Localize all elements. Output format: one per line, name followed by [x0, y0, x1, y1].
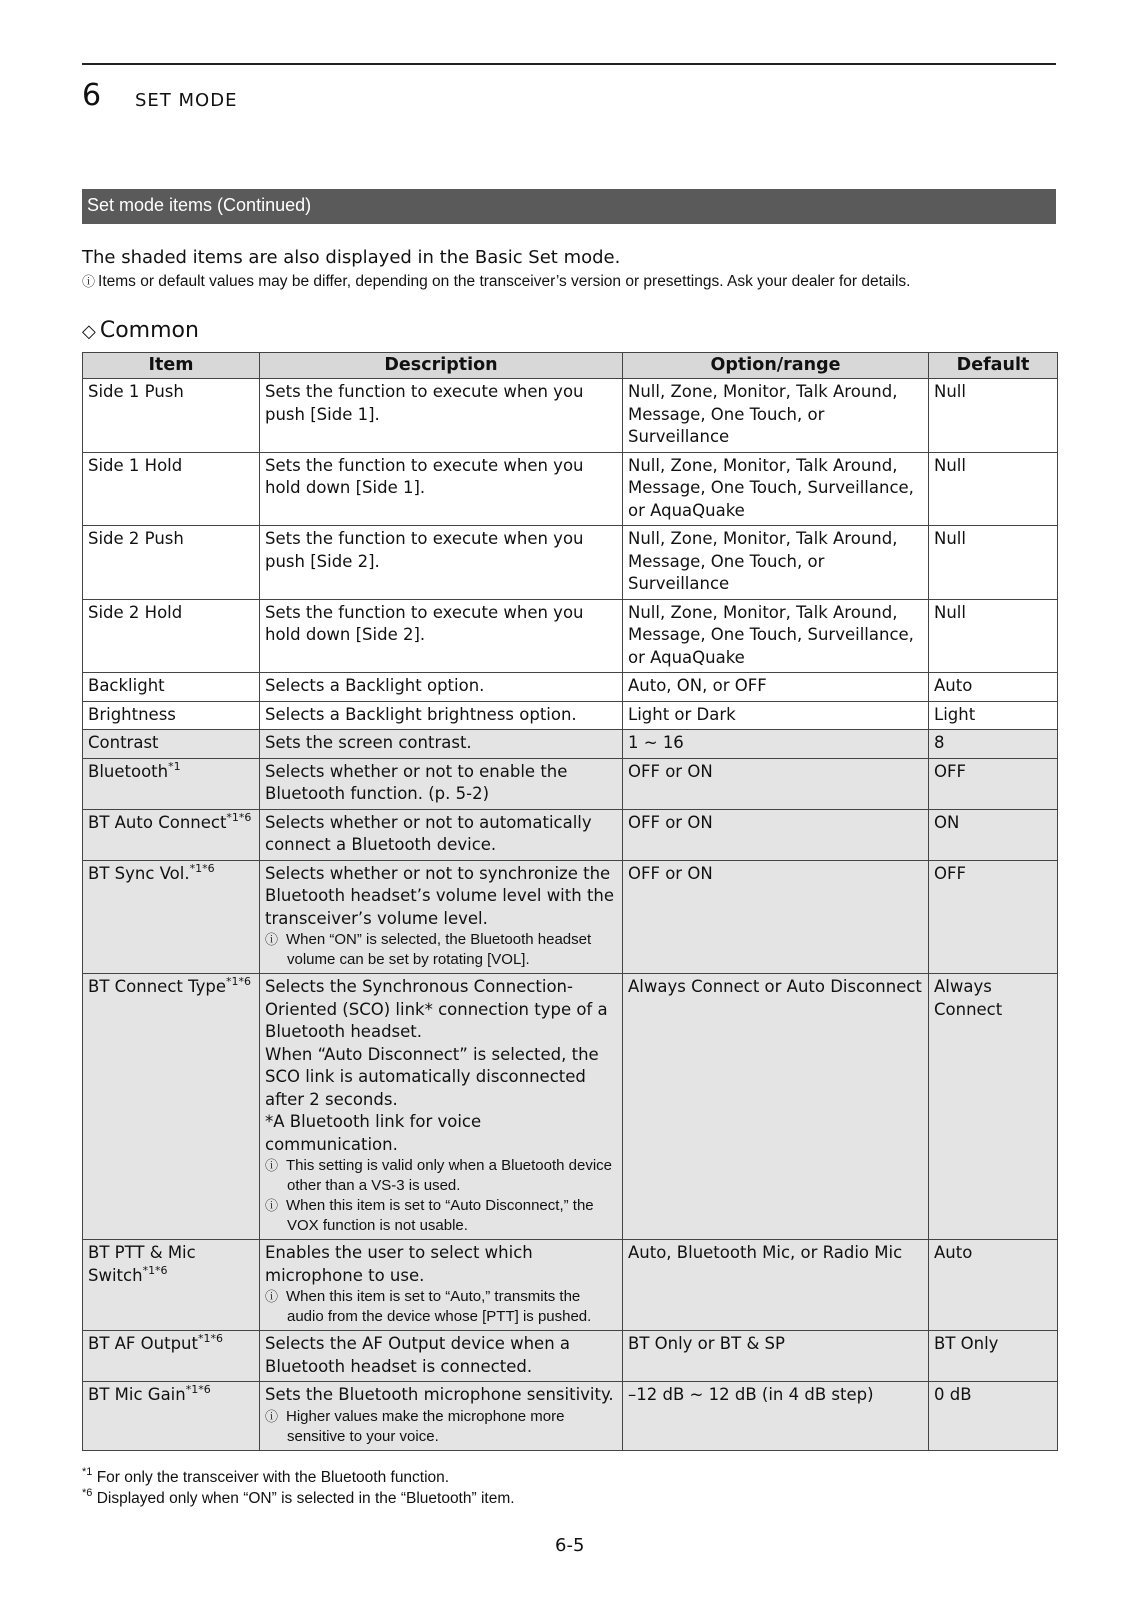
description-text: *A Bluetooth link for voice communication.: [265, 1112, 482, 1154]
cell-default: 0 dB: [929, 1382, 1058, 1451]
description-note-text: Higher values make the microphone more sensitive to your voice.: [286, 1407, 565, 1445]
table-row: [83, 758, 1058, 809]
cell-option: Auto, Bluetooth Mic, or Radio Mic: [623, 1240, 929, 1331]
cell-description: [260, 599, 623, 673]
item-name: Side 1 Hold: [88, 455, 183, 475]
cell-option: Null, Zone, Monitor, Talk Around, Message, One Touch, or Surveillance: [623, 526, 929, 600]
description-note: [265, 930, 617, 970]
description-text: When “Auto Disconnect” is selected, the SCO link is automatically disconnected after 2 seconds.: [265, 1044, 599, 1109]
cell-option: OFF or ON: [623, 809, 929, 860]
description-text: Selects whether or not to synchronize the Bluetooth headset’s volume level with the transceiver’s volume level.: [265, 863, 615, 928]
table-body: [83, 379, 1058, 1451]
description-text: Sets the screen contrast.: [265, 733, 472, 752]
footnote-mark: *6: [82, 1487, 93, 1499]
info-icon: ⓘ: [265, 1158, 279, 1173]
cell-description: [260, 974, 623, 1240]
intro-note: [82, 271, 911, 291]
chapter-number: 6: [82, 78, 102, 113]
cell-description: [260, 379, 623, 453]
cell-option: OFF or ON: [623, 860, 929, 974]
cell-option: Null, Zone, Monitor, Talk Around, Message, One Touch, Surveillance, or AquaQuake: [623, 452, 929, 526]
footnote-text: Displayed only when “ON” is selected in the “Bluetooth” item.: [96, 1490, 515, 1507]
table-header-row: [83, 353, 1058, 379]
chapter-title: SET MODE: [135, 90, 238, 111]
intro-note-text: Items or default values may be differ, depending on the transceiver’s version or presettings. Ask your dealer for details.: [98, 273, 911, 290]
table-row: [83, 526, 1058, 600]
cell-item: [83, 701, 260, 730]
top-rule: [82, 63, 1056, 65]
header-option: Option/range: [623, 353, 929, 379]
item-name: Side 2 Hold: [88, 602, 183, 622]
footnote: [82, 1488, 515, 1509]
cell-item: [83, 1331, 260, 1382]
cell-item: [83, 452, 260, 526]
cell-default: Null: [929, 379, 1058, 453]
cell-default: Null: [929, 599, 1058, 673]
table-row: [83, 1240, 1058, 1331]
diamond-icon: ◇: [82, 321, 96, 342]
table-row: [83, 1382, 1058, 1451]
table-row: [83, 809, 1058, 860]
description-note: [265, 1287, 617, 1327]
cell-description: [260, 452, 623, 526]
cell-description: [260, 526, 623, 600]
cell-description: [260, 809, 623, 860]
footnotes: [82, 1467, 515, 1509]
header-item: Item: [83, 353, 260, 379]
cell-option: Null, Zone, Monitor, Talk Around, Message, One Touch, Surveillance, or AquaQuake: [623, 599, 929, 673]
cell-item: [83, 1240, 260, 1331]
cell-description: [260, 758, 623, 809]
item-footnote-mark: *1*6: [142, 1263, 168, 1277]
cell-default: BT Only: [929, 1331, 1058, 1382]
table-row: [83, 701, 1058, 730]
cell-item: [83, 1382, 260, 1451]
cell-item: [83, 860, 260, 974]
item-name: Contrast: [88, 733, 159, 752]
cell-item: [83, 758, 260, 809]
set-mode-table: [82, 352, 1058, 1451]
item-name: Side 1 Push: [88, 382, 184, 401]
cell-item: [83, 599, 260, 673]
item-footnote-mark: *1*6: [226, 975, 252, 988]
cell-description: [260, 730, 623, 759]
cell-option: BT Only or BT & SP: [623, 1331, 929, 1382]
item-footnote-mark: *1*6: [197, 1332, 223, 1345]
cell-description: [260, 1331, 623, 1382]
cell-item: [83, 526, 260, 600]
table-row: [83, 974, 1058, 1240]
cell-description: [260, 673, 623, 702]
table-row: [83, 673, 1058, 702]
description-text: Selects whether or not to automatically connect a Bluetooth device.: [265, 812, 592, 854]
cell-option: –12 dB ~ 12 dB (in 4 dB step): [623, 1382, 929, 1451]
info-icon: ⓘ: [265, 932, 279, 947]
cell-option: Light or Dark: [623, 701, 929, 730]
cell-option: Always Connect or Auto Disconnect: [623, 974, 929, 1240]
cell-default: ON: [929, 809, 1058, 860]
description-text: Selects a Backlight brightness option.: [265, 704, 577, 724]
cell-description: [260, 1382, 623, 1451]
cell-item: [83, 730, 260, 759]
page-number: 6-5: [555, 1535, 585, 1556]
cell-option: Null, Zone, Monitor, Talk Around, Message, One Touch, or Surveillance: [623, 379, 929, 453]
cell-item: [83, 809, 260, 860]
cell-item: [83, 673, 260, 702]
cell-default: Auto: [929, 673, 1058, 702]
cell-default: Auto: [929, 1240, 1058, 1331]
header-default: Default: [929, 353, 1058, 379]
item-name: Brightness: [88, 704, 176, 724]
table-row: [83, 379, 1058, 453]
cell-default: Null: [929, 452, 1058, 526]
cell-description: [260, 701, 623, 730]
item-name: Bluetooth: [88, 761, 169, 781]
section-banner: Set mode items (Continued): [82, 189, 1056, 224]
item-name: BT Mic Gain: [88, 1385, 186, 1404]
cell-description: [260, 1240, 623, 1331]
header-description: Description: [260, 353, 623, 379]
description-note-text: This setting is valid only when a Bluetooth device other than a VS-3 is used.: [286, 1157, 613, 1194]
description-text: Selects the AF Output device when a Bluetooth headset is connected.: [265, 1334, 571, 1376]
item-footnote-mark: *1: [168, 759, 181, 773]
section-title: Common: [99, 318, 199, 343]
intro-text: The shaded items are also displayed in the Basic Set mode.: [82, 247, 621, 268]
item-name: Side 2 Push: [88, 529, 184, 548]
description-text: Selects whether or not to enable the Bluetooth function. (p. 5-2): [265, 761, 568, 803]
cell-description: [260, 860, 623, 974]
info-icon: ⓘ: [82, 274, 96, 289]
description-text: Sets the function to execute when you push [Side 2].: [265, 529, 584, 571]
description-text: Sets the function to execute when you hold down [Side 2].: [265, 602, 584, 644]
item-footnote-mark: *1*6: [226, 810, 252, 824]
item-name: BT Sync Vol.: [88, 863, 190, 883]
info-icon: ⓘ: [265, 1289, 279, 1304]
item-footnote-mark: *1*6: [189, 861, 215, 875]
table-row: [83, 730, 1058, 759]
item-name: BT PTT & Mic Switch: [88, 1243, 196, 1285]
cell-default: OFF: [929, 758, 1058, 809]
description-text: Enables the user to select which microphone to use.: [265, 1243, 533, 1285]
table-row: [83, 599, 1058, 673]
description-note-text: When this item is set to “Auto,” transmits the audio from the device whose [PTT] is pushed.: [286, 1288, 592, 1325]
cell-option: OFF or ON: [623, 758, 929, 809]
item-name: BT Connect Type: [88, 977, 227, 996]
cell-default: OFF: [929, 860, 1058, 974]
cell-default: 8: [929, 730, 1058, 759]
description-text: Selects a Backlight option.: [265, 676, 485, 695]
cell-item: [83, 974, 260, 1240]
section-heading: [82, 318, 199, 343]
cell-option: Auto, ON, or OFF: [623, 673, 929, 702]
cell-item: [83, 379, 260, 453]
cell-option: 1 ~ 16: [623, 730, 929, 759]
footnote-mark: *1: [82, 1466, 93, 1478]
table-row: [83, 860, 1058, 974]
description-note: [265, 1407, 617, 1447]
description-note-text: When “ON” is selected, the Bluetooth headset volume can be set by rotating [VOL].: [286, 931, 592, 968]
info-icon: ⓘ: [265, 1408, 279, 1424]
item-footnote-mark: *1*6: [185, 1383, 211, 1396]
cell-default: Null: [929, 526, 1058, 600]
description-text: Sets the function to execute when you push [Side 1].: [265, 382, 584, 424]
item-name: BT AF Output: [88, 1334, 198, 1353]
cell-default: Always Connect: [929, 974, 1058, 1240]
item-name: BT Auto Connect: [88, 812, 227, 832]
footnote-text: For only the transceiver with the Bluetooth function.: [96, 1469, 450, 1486]
description-note: [265, 1196, 617, 1236]
description-note: [265, 1156, 617, 1196]
description-note-text: When this item is set to “Auto Disconnect,” the VOX function is not usable.: [286, 1197, 594, 1234]
footnote: [82, 1467, 515, 1488]
description-text: Sets the function to execute when you hold down [Side 1].: [265, 455, 584, 497]
cell-default: Light: [929, 701, 1058, 730]
description-text: Selects the Synchronous Connection-Oriented (SCO) link* connection type of a Bluetooth headset.: [265, 977, 608, 1041]
table-row: [83, 452, 1058, 526]
info-icon: ⓘ: [265, 1198, 279, 1213]
table-row: [83, 1331, 1058, 1382]
description-text: Sets the Bluetooth microphone sensitivity.: [265, 1385, 614, 1404]
item-name: Backlight: [88, 676, 165, 695]
